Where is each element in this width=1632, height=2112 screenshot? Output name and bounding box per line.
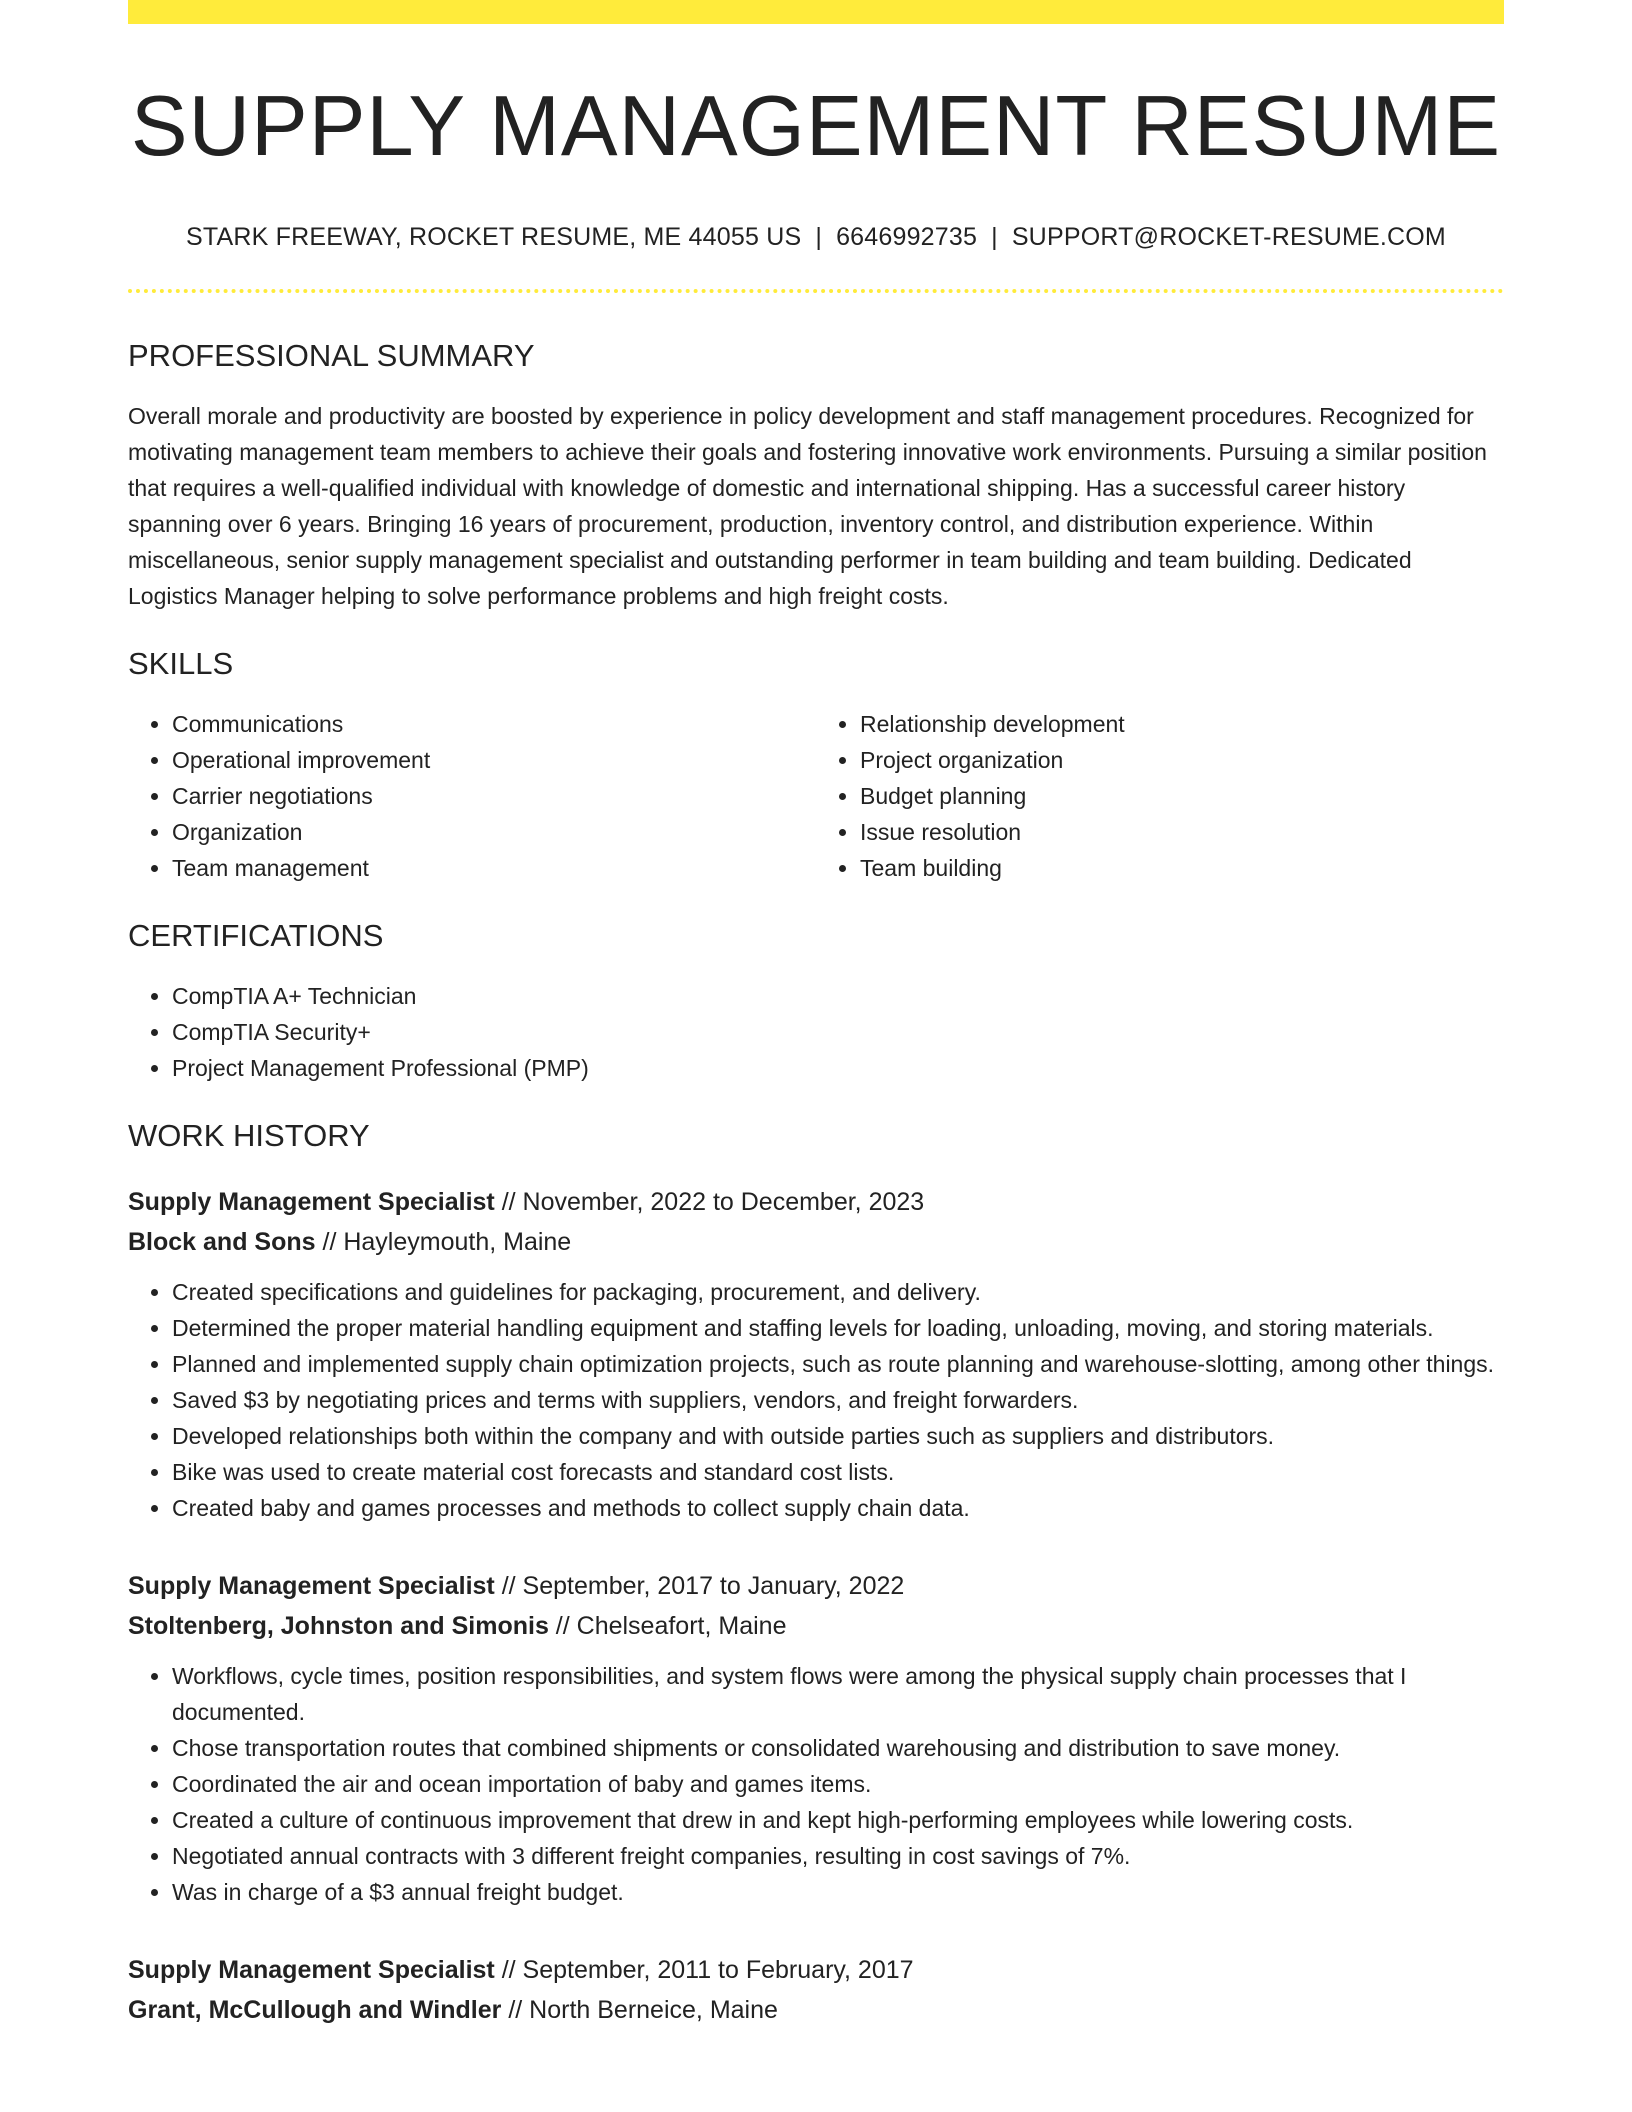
certification-item: • Project Management Professional (PMP) <box>172 1050 1504 1086</box>
summary-text: Overall morale and productivity are boosted by experience in policy development and staff management procedures. Recognized for motivating management team members to achieve their goals and fostering innovative work environments. Pursuing a similar position that requires a well-qualified individual with knowledge of domestic and international shipping. Has a successful career history spanning over 6 years. Bringing 16 years of procurement, production, inventory control, and distribution experience. Within miscellaneous, senior supply management specialist and outstanding performer in team building and team building. Dedicated Logistics Manager helping to solve performance problems and high freight costs. <box>128 402 1487 609</box>
job-entry <box>128 1566 1504 1910</box>
certification-item: • CompTIA A+ Technician <box>172 978 1504 1014</box>
skill-item: • Organization <box>172 814 816 850</box>
skill-item: • Relationship development <box>860 706 1504 742</box>
work-history-heading: WORK HISTORY <box>128 1118 370 1154</box>
job-company: Grant, McCullough and Windler <box>128 1996 502 2025</box>
job-dates: // September, 2017 to January, 2022 <box>494 1572 905 1601</box>
job-company-line <box>128 1990 1504 2030</box>
job-bullet: • Saved $3 by negotiating prices and terms with suppliers, vendors, and freight forwarders. <box>172 1382 1504 1418</box>
job-bullets <box>128 1274 1504 1526</box>
job-location: // Hayleymouth, Maine <box>315 1228 572 1257</box>
job-company: Stoltenberg, Johnston and Simonis <box>128 1612 549 1641</box>
skill-item: • Communications <box>172 706 816 742</box>
dotted-divider <box>128 289 1504 293</box>
job-role: Supply Management Specialist <box>128 1956 495 1985</box>
job-role: Supply Management Specialist <box>128 1188 495 1217</box>
job-company: Block and Sons <box>128 1228 316 1257</box>
skills-grid <box>128 706 1504 886</box>
job-bullet: • Created baby and games processes and methods to collect supply chain data. <box>172 1490 1504 1526</box>
job-role-line <box>128 1566 1504 1606</box>
job-bullet: • Created a culture of continuous improvement that drew in and kept high-performing employees while lowering costs. <box>172 1802 1504 1838</box>
job-location: // North Berneice, Maine <box>501 1996 778 2025</box>
job-entry <box>128 1950 1504 2030</box>
job-bullet: • Created specifications and guidelines for packaging, procurement, and delivery. <box>172 1274 1504 1310</box>
skill-item: • Issue resolution <box>860 814 1504 850</box>
job-role: Supply Management Specialist <box>128 1572 495 1601</box>
contact-separator: | <box>815 222 823 251</box>
certification-item: • CompTIA Security+ <box>172 1014 1504 1050</box>
job-company-line <box>128 1222 1504 1262</box>
skill-item: • Team management <box>172 850 816 886</box>
job-role-line <box>128 1950 1504 1990</box>
job-dates: // September, 2011 to February, 2017 <box>494 1956 914 1985</box>
skill-item: • Project organization <box>860 742 1504 778</box>
skills-heading: SKILLS <box>128 645 234 681</box>
job-bullet: • Negotiated annual contracts with 3 different freight companies, resulting in cost savings of 7%. <box>172 1838 1504 1874</box>
job-bullet: • Was in charge of a $3 annual freight budget. <box>172 1874 1504 1910</box>
job-location: // Chelseafort, Maine <box>548 1612 787 1641</box>
skills-right-column <box>816 706 1504 886</box>
skill-item: • Operational improvement <box>172 742 816 778</box>
accent-bar <box>128 0 1504 24</box>
summary-heading: PROFESSIONAL SUMMARY <box>128 337 535 373</box>
job-bullet: • Developed relationships both within the company and with outside parties such as suppliers and distributors. <box>172 1418 1504 1454</box>
skill-item: • Carrier negotiations <box>172 778 816 814</box>
contact-email: SUPPORT@ROCKET-RESUME.COM <box>1011 222 1446 251</box>
job-bullet: • Coordinated the air and ocean importation of baby and games items. <box>172 1766 1504 1802</box>
job-bullets <box>128 1658 1504 1910</box>
skill-item: • Team building <box>860 850 1504 886</box>
job-bullet: • Bike was used to create material cost forecasts and standard cost lists. <box>172 1454 1504 1490</box>
job-bullet: • Determined the proper material handling equipment and staffing levels for loading, unloading, moving, and storing materials. <box>172 1310 1504 1346</box>
job-bullet: • Chose transportation routes that combined shipments or consolidated warehousing and distribution to save money. <box>172 1730 1504 1766</box>
skills-left-column <box>128 706 816 886</box>
job-entry <box>128 1182 1504 1526</box>
contact-phone: 6646992735 <box>836 222 978 251</box>
job-bullet: • Planned and implemented supply chain optimization projects, such as route planning and warehouse-slotting, among other things. <box>172 1346 1504 1382</box>
resume-title: SUPPLY MANAGEMENT RESUME <box>130 79 1502 174</box>
contact-line <box>128 222 1504 252</box>
skill-item: • Budget planning <box>860 778 1504 814</box>
job-bullet: • Workflows, cycle times, position responsibilities, and system flows were among the physical supply chain processes that I documented. <box>172 1658 1504 1730</box>
job-role-line <box>128 1182 1504 1222</box>
resume-page <box>128 0 1504 2030</box>
job-dates: // November, 2022 to December, 2023 <box>494 1188 925 1217</box>
certifications-heading: CERTIFICATIONS <box>128 917 384 953</box>
contact-separator: | <box>991 222 998 251</box>
job-company-line <box>128 1606 1504 1646</box>
certifications-list <box>128 978 1504 1086</box>
contact-address: STARK FREEWAY, ROCKET RESUME, ME 44055 US <box>186 222 802 251</box>
